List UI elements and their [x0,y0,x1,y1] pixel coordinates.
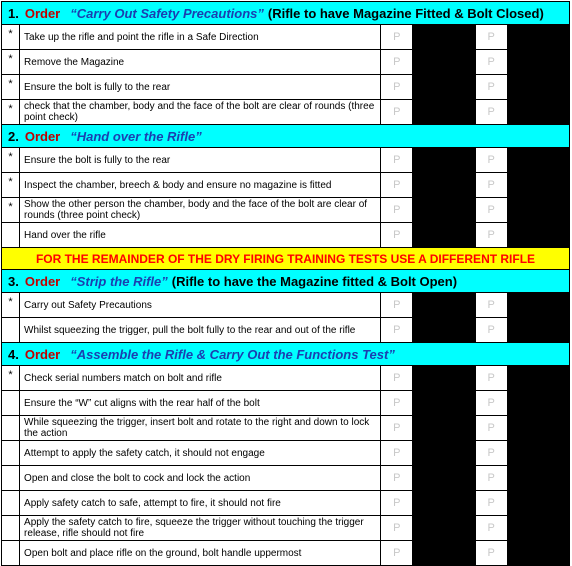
table-row [2,198,570,223]
warning-banner [2,248,570,270]
pass-mark-cell-1[interactable]: P [381,25,413,50]
row-instruction: check that the chamber, body and the face of the bolt are clear of rounds (three point check) [20,100,381,125]
row-bullet: * [2,198,20,223]
shaded-cell-1 [413,293,475,318]
section-header [2,2,570,25]
section-order-label: Order [24,346,61,362]
section-number: 1. [8,5,19,21]
shaded-cell-1 [413,148,475,173]
shaded-cell-2 [507,293,569,318]
shaded-cell-1 [413,50,475,75]
shaded-cell-2 [507,541,569,566]
pass-mark-cell-2[interactable]: P [475,173,507,198]
row-bullet: * [2,75,20,100]
shaded-cell-2 [507,516,569,541]
row-bullet [2,441,20,466]
pass-mark-cell-1[interactable]: P [381,50,413,75]
pass-mark-cell-1[interactable]: P [381,293,413,318]
section-order-label: Order [24,273,61,289]
pass-mark-cell-2[interactable]: P [475,441,507,466]
pass-mark-cell-2[interactable]: P [475,541,507,566]
shaded-cell-2 [507,198,569,223]
row-instruction: Apply safety catch to safe, attempt to fire, it should not fire [20,491,381,516]
table-row [2,391,570,416]
table-row [2,75,570,100]
row-instruction: Whilst squeezing the trigger, pull the bolt fully to the rear and out of the rifle [20,318,381,343]
pass-mark-cell-2[interactable]: P [475,466,507,491]
warning-text: FOR THE REMAINDER OF THE DRY FIRING TRAINING TESTS USE A DIFFERENT RIFLE [2,248,570,270]
shaded-cell-2 [507,391,569,416]
row-instruction: Hand over the rifle [20,223,381,248]
row-instruction: Ensure the “W” cut aligns with the rear half of the bolt [20,391,381,416]
row-bullet [2,516,20,541]
pass-mark-cell-2[interactable]: P [475,318,507,343]
shaded-cell-2 [507,318,569,343]
table-row [2,318,570,343]
pass-mark-cell-1[interactable]: P [381,391,413,416]
section-order-label: Order [24,128,61,144]
pass-mark-cell-2[interactable]: P [475,391,507,416]
table-row [2,25,570,50]
section-note: (Rifle to have the Magazine fitted & Bolt Open) [171,273,458,289]
section-header-cell [2,270,570,293]
section-header [2,270,570,293]
row-instruction: Show the other person the chamber, body and the face of the bolt are clear of rounds (three point check) [20,198,381,223]
pass-mark-cell-1[interactable]: P [381,466,413,491]
row-instruction: Ensure the bolt is fully to the rear [20,75,381,100]
shaded-cell-2 [507,466,569,491]
pass-mark-cell-2[interactable]: P [475,223,507,248]
pass-mark-cell-2[interactable]: P [475,100,507,125]
shaded-cell-1 [413,318,475,343]
row-instruction: Check serial numbers match on bolt and rifle [20,366,381,391]
pass-mark-cell-2[interactable]: P [475,366,507,391]
row-bullet: * [2,148,20,173]
shaded-cell-2 [507,75,569,100]
row-bullet: * [2,293,20,318]
pass-mark-cell-2[interactable]: P [475,75,507,100]
pass-mark-cell-1[interactable]: P [381,223,413,248]
section-order-label: Order [24,5,61,21]
section-title: “Assemble the Rifle & Carry Out the Functions Test” [70,346,395,362]
pass-mark-cell-1[interactable]: P [381,441,413,466]
table-row [2,148,570,173]
shaded-cell-1 [413,441,475,466]
table-row [2,491,570,516]
shaded-cell-2 [507,50,569,75]
row-instruction: Take up the rifle and point the rifle in a Safe Direction [20,25,381,50]
table-row [2,516,570,541]
pass-mark-cell-2[interactable]: P [475,293,507,318]
pass-mark-cell-2[interactable]: P [475,25,507,50]
section-header-cell [2,343,570,366]
table-row [2,50,570,75]
pass-mark-cell-1[interactable]: P [381,173,413,198]
pass-mark-cell-2[interactable]: P [475,516,507,541]
shaded-cell-1 [413,466,475,491]
row-bullet [2,391,20,416]
row-instruction: Inspect the chamber, breech & body and ensure no magazine is fitted [20,173,381,198]
pass-mark-cell-1[interactable]: P [381,491,413,516]
shaded-cell-2 [507,366,569,391]
pass-mark-cell-1[interactable]: P [381,516,413,541]
shaded-cell-2 [507,223,569,248]
row-instruction: Attempt to apply the safety catch, it should not engage [20,441,381,466]
pass-mark-cell-2[interactable]: P [475,416,507,441]
section-number: 4. [8,346,19,362]
pass-mark-cell-1[interactable]: P [381,148,413,173]
table-row [2,416,570,441]
row-bullet [2,416,20,441]
table-row [2,293,570,318]
pass-mark-cell-1[interactable]: P [381,75,413,100]
section-title: “Carry Out Safety Precautions” [70,5,264,21]
row-bullet: * [2,366,20,391]
shaded-cell-2 [507,25,569,50]
section-header-cell [2,125,570,148]
pass-mark-cell-2[interactable]: P [475,50,507,75]
pass-mark-cell-2[interactable]: P [475,491,507,516]
row-bullet: * [2,100,20,125]
section-header [2,343,570,366]
row-instruction: Open and close the bolt to cock and lock the action [20,466,381,491]
shaded-cell-1 [413,173,475,198]
row-bullet: * [2,50,20,75]
shaded-cell-1 [413,416,475,441]
section-number: 2. [8,128,19,144]
row-bullet [2,466,20,491]
row-instruction: Ensure the bolt is fully to the rear [20,148,381,173]
row-bullet [2,491,20,516]
pass-mark-cell-1[interactable]: P [381,416,413,441]
shaded-cell-1 [413,516,475,541]
table-row [2,366,570,391]
shaded-cell-1 [413,391,475,416]
shaded-cell-2 [507,416,569,441]
section-header-cell [2,2,570,25]
section-number: 3. [8,273,19,289]
shaded-cell-1 [413,198,475,223]
pass-mark-cell-1[interactable]: P [381,366,413,391]
table-row [2,466,570,491]
row-instruction: Open bolt and place rifle on the ground, bolt handle uppermost [20,541,381,566]
section-note: (Rifle to have Magazine Fitted & Bolt Closed) [267,5,544,21]
row-instruction: Apply the safety catch to fire, squeeze the trigger without touching the trigger release, rifle should not fire [20,516,381,541]
shaded-cell-2 [507,148,569,173]
shaded-cell-1 [413,223,475,248]
shaded-cell-1 [413,25,475,50]
row-bullet: * [2,25,20,50]
pass-mark-cell-1[interactable]: P [381,100,413,125]
row-instruction: While squeezing the trigger, insert bolt and rotate to the right and down to lock the action [20,416,381,441]
pass-mark-cell-1[interactable]: P [381,318,413,343]
table-row [2,173,570,198]
pass-mark-cell-1[interactable]: P [381,541,413,566]
shaded-cell-2 [507,491,569,516]
shaded-cell-1 [413,75,475,100]
shaded-cell-2 [507,173,569,198]
checklist-table [1,1,570,566]
row-instruction: Carry out Safety Precautions [20,293,381,318]
row-bullet: * [2,173,20,198]
shaded-cell-1 [413,541,475,566]
section-header [2,125,570,148]
pass-mark-cell-1[interactable]: P [381,198,413,223]
row-bullet [2,541,20,566]
pass-mark-cell-2[interactable]: P [475,198,507,223]
row-bullet [2,223,20,248]
shaded-cell-2 [507,100,569,125]
table-row [2,441,570,466]
row-bullet [2,318,20,343]
table-row [2,541,570,566]
shaded-cell-1 [413,366,475,391]
shaded-cell-2 [507,441,569,466]
table-row [2,100,570,125]
shaded-cell-1 [413,100,475,125]
pass-mark-cell-2[interactable]: P [475,148,507,173]
section-title: “Strip the Rifle” [70,273,168,289]
shaded-cell-1 [413,491,475,516]
table-row [2,223,570,248]
row-instruction: Remove the Magazine [20,50,381,75]
section-title: “Hand over the Rifle” [70,128,202,144]
